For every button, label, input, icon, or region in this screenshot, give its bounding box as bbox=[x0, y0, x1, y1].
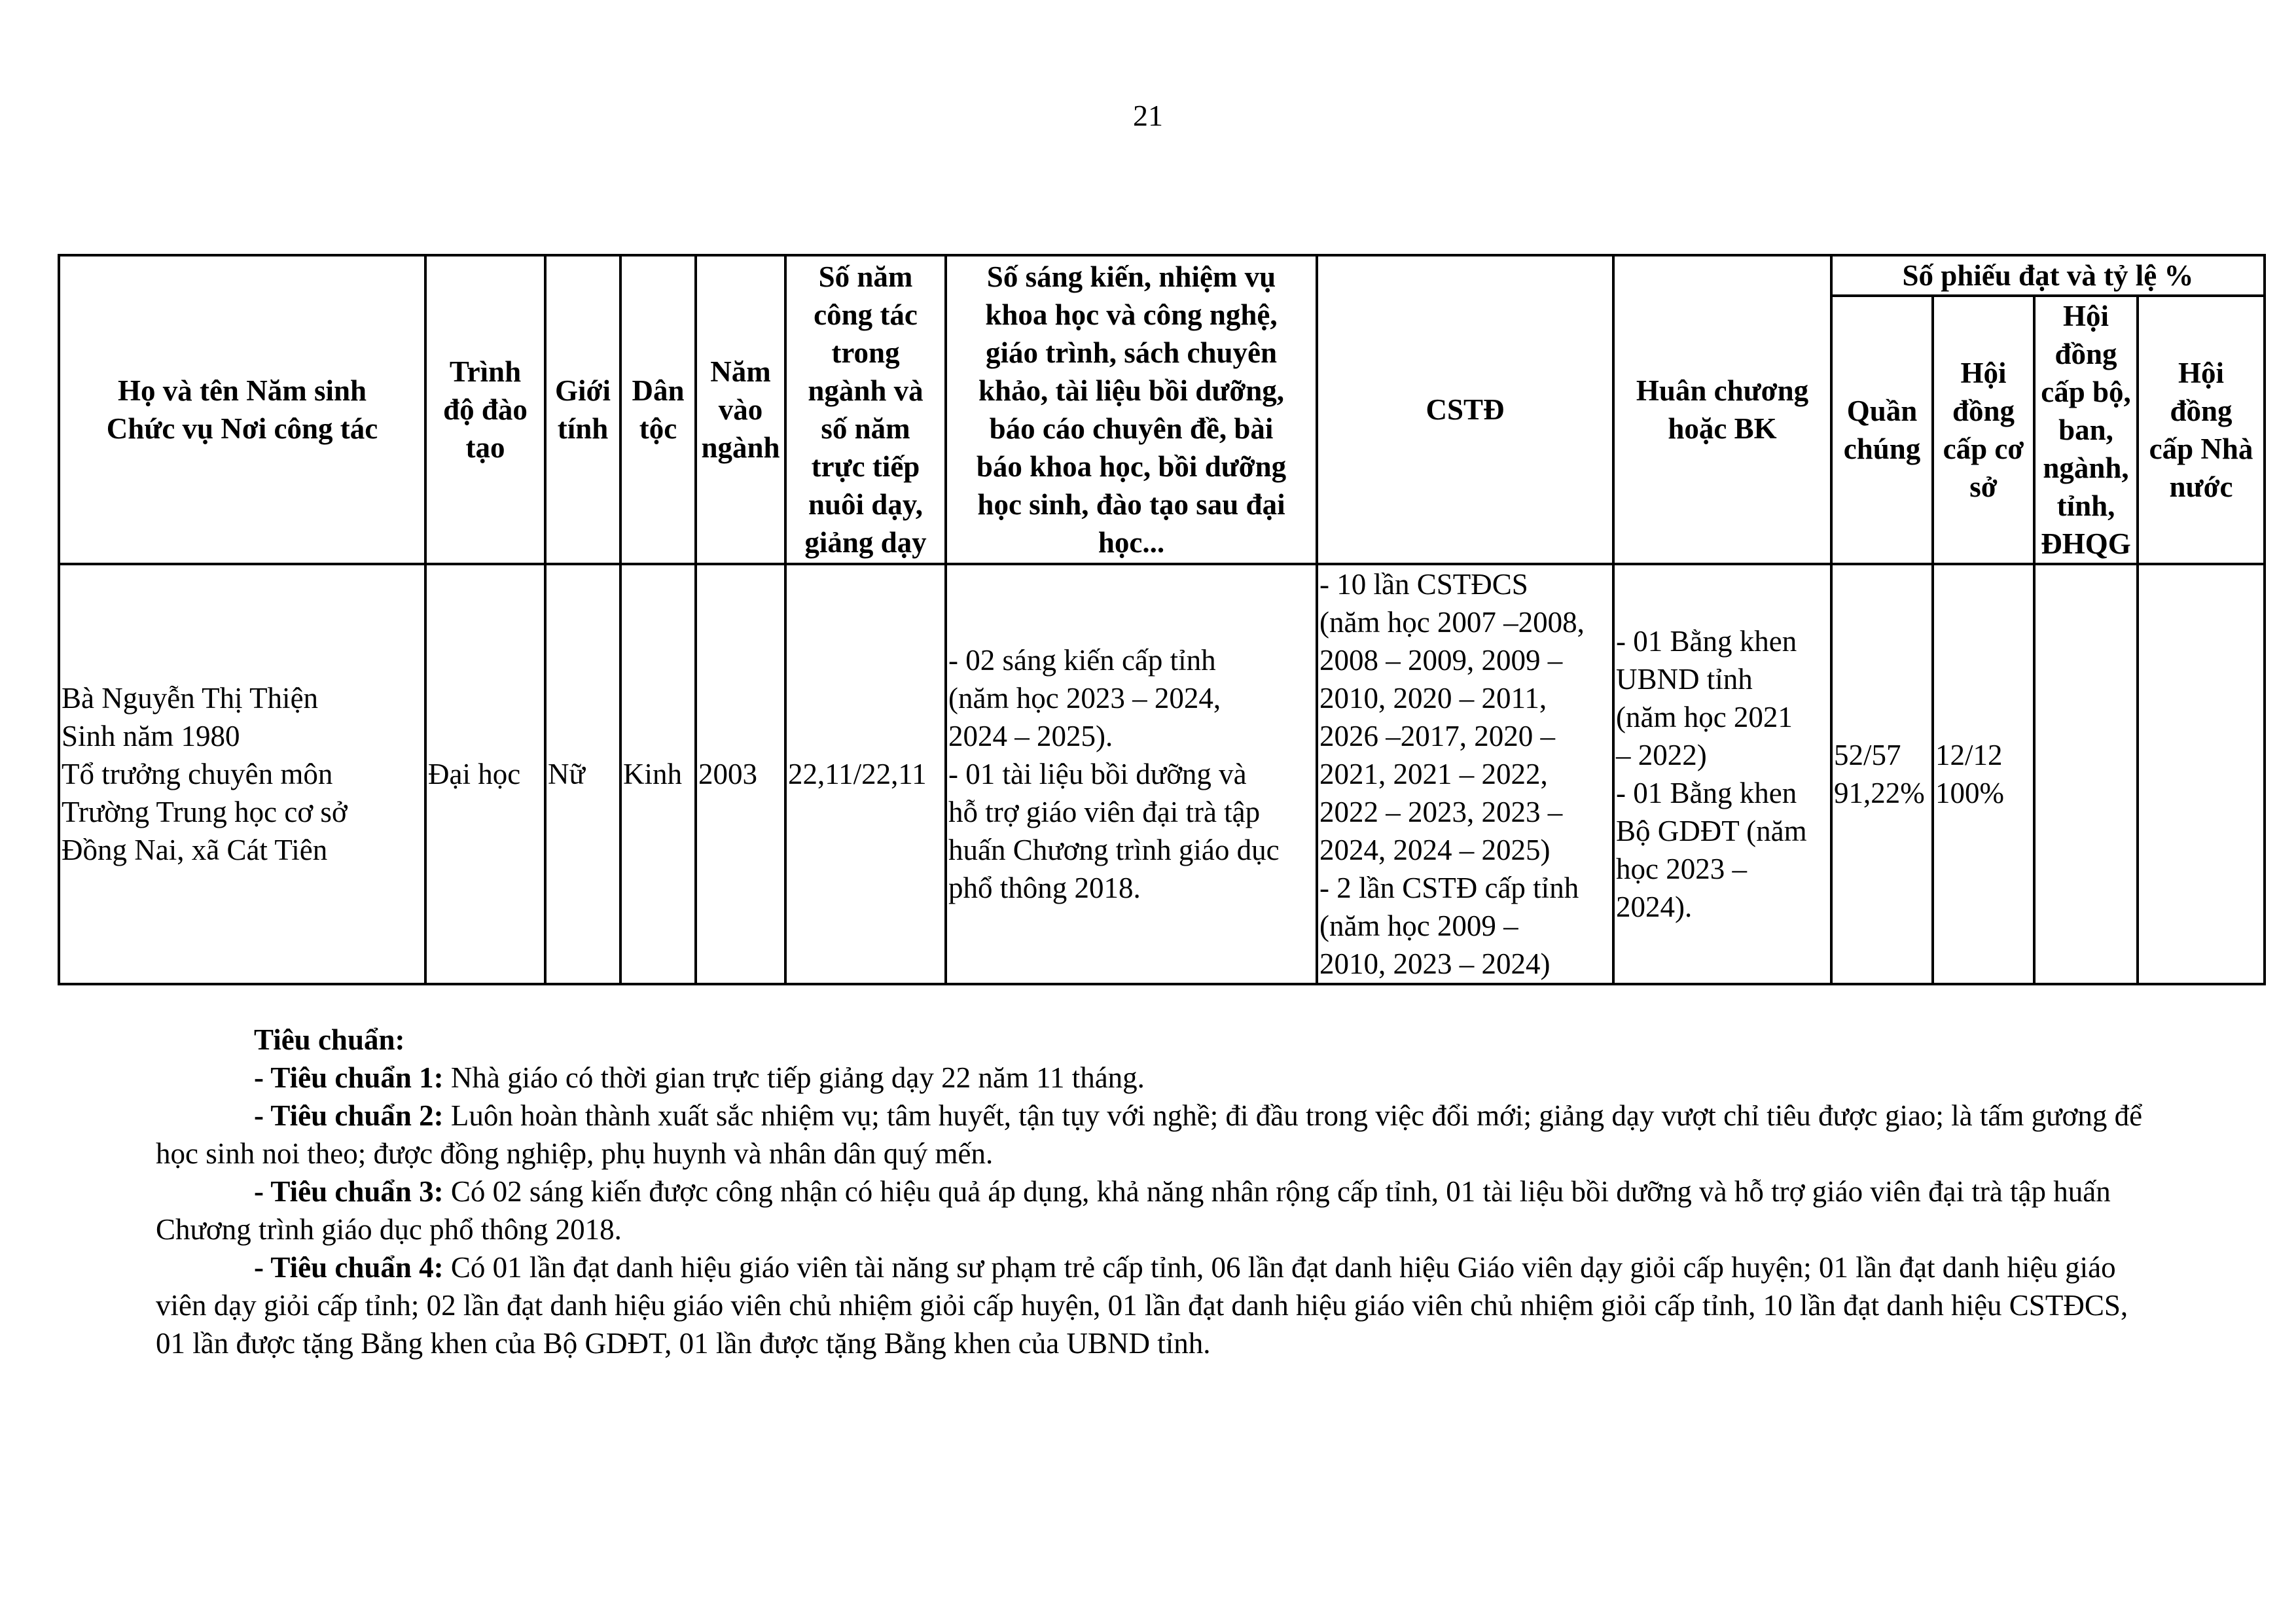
header-votes-public: Quần chúng bbox=[1831, 296, 1933, 564]
cell-ethnicity: Kinh bbox=[620, 564, 696, 984]
header-initiatives: Số sáng kiến, nhiệm vụ khoa học và công nghệ, giáo trình, sách chuyên khảo, tài liệu bồi dưỡng, báo cáo chuyên đề, bài báo khoa học, bồi dưỡng học sinh, đào tạo sau đại học... bbox=[946, 255, 1317, 564]
cell-awards: - 01 Bằng khen UBND tỉnh (năm học 2021 – 2022) - 01 Bằng khen Bộ GDĐT (năm học 2023 – 2024). bbox=[1613, 564, 1831, 984]
criteria-label: - Tiêu chuẩn 1: bbox=[254, 1061, 444, 1094]
cell-votes-ministry bbox=[2034, 564, 2138, 984]
header-votes-base: Hội đồng cấp cơ sở bbox=[1933, 296, 2034, 564]
cell-training: Đại học bbox=[425, 564, 545, 984]
criteria-section bbox=[156, 1021, 2159, 1362]
header-year-joined: Năm vào ngành bbox=[696, 255, 785, 564]
criteria-item-4 bbox=[156, 1248, 2159, 1362]
candidate-table bbox=[58, 254, 2266, 985]
header-gender: Giới tính bbox=[545, 255, 620, 564]
criteria-label: - Tiêu chuẩn 4: bbox=[254, 1251, 444, 1284]
cell-votes-state bbox=[2138, 564, 2265, 984]
table-row bbox=[59, 564, 2265, 984]
page-number: 21 bbox=[1133, 99, 1163, 132]
header-training: Trình độ đào tạo bbox=[425, 255, 545, 564]
cell-year-joined: 2003 bbox=[696, 564, 785, 984]
header-years-working: Số năm công tác trong ngành và số năm trực tiếp nuôi dạy, giảng dạy bbox=[785, 255, 946, 564]
header-awards: Huân chương hoặc BK bbox=[1613, 255, 1831, 564]
criteria-text: Nhà giáo có thời gian trực tiếp giảng dạy 22 năm 11 tháng. bbox=[443, 1061, 1145, 1094]
criteria-text: Luôn hoàn thành xuất sắc nhiệm vụ; tâm huyết, tận tụy với nghề; đi đầu trong việc đổi mới; giảng dạy vượt chỉ tiêu được giao; là tấm gương để học sinh noi theo; được đồng nghiệp, phụ huynh và nhân dân quý mến. bbox=[156, 1099, 2143, 1170]
header-name: Họ và tên Năm sinh Chức vụ Nơi công tác bbox=[59, 255, 425, 564]
cell-years-working: 22,11/22,11 bbox=[785, 564, 946, 984]
header-votes-group: Số phiếu đạt và tỷ lệ % bbox=[1831, 255, 2265, 296]
cell-votes-public: 52/57 91,22% bbox=[1831, 564, 1933, 984]
criteria-item-2 bbox=[156, 1097, 2159, 1173]
header-ethnicity: Dân tộc bbox=[620, 255, 696, 564]
cell-votes-base: 12/12 100% bbox=[1933, 564, 2034, 984]
header-cstd: CSTĐ bbox=[1317, 255, 1613, 564]
criteria-item-1 bbox=[156, 1059, 2159, 1097]
cell-initiatives: - 02 sáng kiến cấp tỉnh (năm học 2023 – 2024, 2024 – 2025). - 01 tài liệu bồi dưỡng và hỗ trợ giáo viên đại trà tập huấn Chương trình giáo dục phổ thông 2018. bbox=[946, 564, 1317, 984]
criteria-text: Có 01 lần đạt danh hiệu giáo viên tài năng sư phạm trẻ cấp tỉnh, 06 lần đạt danh hiệu Giáo viên dạy giỏi cấp huyện; 01 lần đạt danh hiệu giáo viên dạy giỏi cấp tỉnh; 02 lần đạt danh hiệu giáo viên chủ nhiệm giỏi cấp huyện, 01 lần đạt danh hiệu giáo viên chủ nhiệm giỏi cấp tỉnh, 10 lần đạt danh hiệu CSTĐCS, 01 lần được tặng Bằng khen của Bộ GDĐT, 01 lần được tặng Bằng khen của UBND tỉnh. bbox=[156, 1251, 2128, 1360]
header-votes-ministry: Hội đồng cấp bộ, ban, ngành, tỉnh, ĐHQG bbox=[2034, 296, 2138, 564]
cell-name: Bà Nguyễn Thị Thiện Sinh năm 1980 Tổ trưởng chuyên môn Trường Trung học cơ sở Đồng Nai, xã Cát Tiên bbox=[59, 564, 425, 984]
criteria-heading: Tiêu chuẩn: bbox=[254, 1023, 405, 1056]
criteria-label: - Tiêu chuẩn 3: bbox=[254, 1175, 444, 1208]
cell-cstd: - 10 lần CSTĐCS (năm học 2007 –2008, 2008 – 2009, 2009 – 2010, 2020 – 2011, 2026 –2017, 2020 – 2021, 2021 – 2022, 2022 – 2023, 2023 – 2024, 2024 – 2025) - 2 lần CSTĐ cấp tỉnh (năm học 2009 – 2010, 2023 – 2024) bbox=[1317, 564, 1613, 984]
cell-gender: Nữ bbox=[545, 564, 620, 984]
criteria-label: - Tiêu chuẩn 2: bbox=[254, 1099, 444, 1132]
header-votes-state: Hội đồng cấp Nhà nước bbox=[2138, 296, 2265, 564]
criteria-item-3 bbox=[156, 1173, 2159, 1248]
header-row-1 bbox=[59, 255, 2265, 296]
criteria-text: Có 02 sáng kiến được công nhận có hiệu quả áp dụng, khả năng nhân rộng cấp tỉnh, 01 tài liệu bồi dưỡng và hỗ trợ giáo viên đại trà tập huấn Chương trình giáo dục phổ thông 2018. bbox=[156, 1175, 2111, 1246]
